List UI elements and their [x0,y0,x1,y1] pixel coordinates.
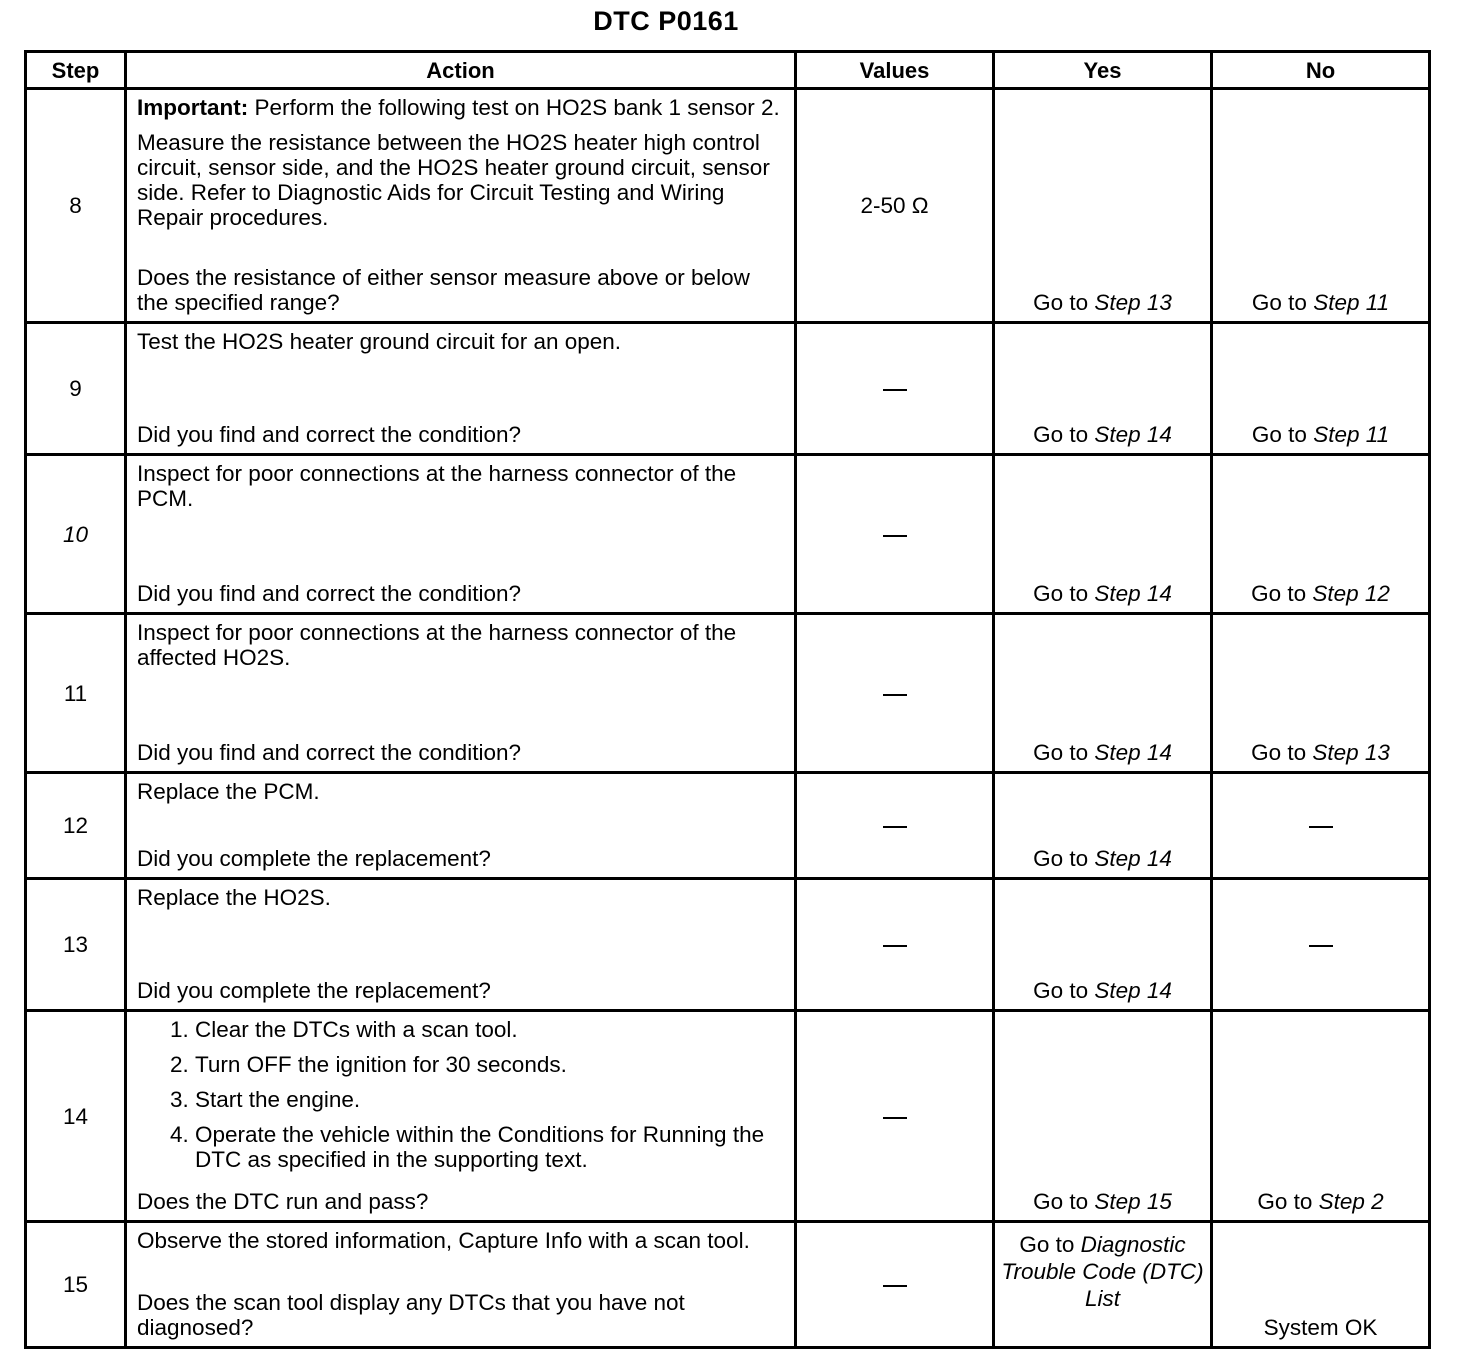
table-row [26,879,1430,1011]
step-number: 11 [26,614,126,773]
step-link[interactable]: Step 2 [1318,1189,1384,1214]
value-cell [796,879,994,1011]
action-cell [126,614,796,773]
important-text: Perform the following test on HO2S bank 1 sensor 2. [248,95,780,120]
important-label: Important: [137,95,249,120]
list-item: 4. Operate the vehicle within the Conditions for Running the DTC as specified in the supporting text. [195,1122,784,1172]
yes-cell [994,773,1212,879]
goto-prefix: Go to [1251,740,1307,765]
no-cell [1212,773,1430,879]
action-text: Inspect for poor connections at the harness connector of the affected HO2S. [137,620,737,670]
step-link[interactable]: Step 14 [1094,422,1172,447]
header-row [26,52,1430,89]
table-row [26,1011,1430,1222]
step-number: 12 [26,773,126,879]
step-number: 15 [26,1222,126,1348]
list-item: 3. Start the engine. [195,1087,784,1112]
yes-cell [994,1222,1212,1348]
action-cell [126,455,796,614]
goto-prefix: Go to [1019,1232,1075,1257]
question-text: Did you find and correct the condition? [137,581,521,606]
yes-cell [994,614,1212,773]
header-step: Step [26,52,126,89]
step-number: 13 [26,879,126,1011]
step-link[interactable]: Step 11 [1313,422,1390,447]
dash-mark [883,389,907,391]
step-link[interactable]: Step 14 [1094,846,1172,871]
step-link[interactable]: Step 14 [1094,740,1172,765]
action-text: Observe the stored information, Capture Info with a scan tool. [137,1228,750,1253]
table-row [26,614,1430,773]
question-text: Did you find and correct the condition? [137,422,521,447]
action-text: Test the HO2S heater ground circuit for an open. [137,329,622,354]
table-row [26,323,1430,455]
dash-mark [1309,826,1333,828]
yes-cell [994,1011,1212,1222]
value-cell [796,323,994,455]
header-no: No [1212,52,1430,89]
header-values: Values [796,52,994,89]
procedure-list [137,1017,784,1178]
step-number: 9 [26,323,126,455]
goto-prefix: Go to [1251,422,1307,447]
important-note [137,95,784,120]
action-cell [126,323,796,455]
action-text: Replace the PCM. [137,779,320,804]
step-number: 8 [26,89,126,323]
value-cell [796,773,994,879]
no-cell [1212,89,1430,323]
value-cell [796,1222,994,1348]
question-text: Did you find and correct the condition? [137,740,521,765]
goto-prefix: Go to [1033,581,1089,606]
list-item: 2. Turn OFF the ignition for 30 seconds. [195,1052,784,1077]
list-item: 1. Clear the DTCs with a scan tool. [195,1017,784,1042]
action-cell [126,1011,796,1222]
goto-prefix: Go to [1033,422,1089,447]
action-cell [126,879,796,1011]
table-row [26,1222,1430,1348]
question-text: Does the resistance of either sensor measure above or below the specified range? [137,265,750,315]
goto-prefix: Go to [1033,1189,1089,1214]
step-link[interactable]: Step 12 [1312,581,1390,606]
goto-prefix: Go to [1257,1189,1313,1214]
action-cell [126,1222,796,1348]
table-row [26,455,1430,614]
dash-mark [1309,945,1333,947]
question-text: Does the scan tool display any DTCs that you have not diagnosed? [137,1290,685,1340]
table-row [26,89,1430,323]
goto-prefix: Go to [1033,846,1089,871]
header-action: Action [126,52,796,89]
step-number: 14 [26,1011,126,1222]
question-text: Did you complete the replacement? [137,846,491,871]
dtc-list-link[interactable]: Diagnostic Trouble Code (DTC) List [1001,1232,1204,1311]
no-cell [1212,879,1430,1011]
header-yes: Yes [994,52,1212,89]
dash-mark [883,826,907,828]
action-cell [126,773,796,879]
step-link[interactable]: Step 15 [1094,1189,1172,1214]
step-link[interactable]: Step 14 [1094,581,1172,606]
step-link[interactable]: Step 13 [1094,290,1172,315]
goto-prefix: Go to [1251,290,1307,315]
no-cell [1212,323,1430,455]
action-cell [126,89,796,323]
no-cell [1212,614,1430,773]
no-cell [1212,1011,1430,1222]
action-text: Replace the HO2S. [137,885,331,910]
value-cell: 2-50 Ω [796,89,994,323]
step-link[interactable]: Step 11 [1313,290,1390,315]
dash-mark [883,535,907,537]
step-link[interactable]: Step 13 [1312,740,1390,765]
diagnostic-table [24,50,1431,1349]
goto-prefix: Go to [1033,290,1089,315]
table-row [26,773,1430,879]
dash-mark [883,1117,907,1119]
goto-prefix: Go to [1251,581,1307,606]
dash-mark [883,1285,907,1287]
yes-cell [994,323,1212,455]
page-title: DTC P0161 [593,6,739,36]
dash-mark [883,694,907,696]
step-link[interactable]: Step 14 [1094,978,1172,1003]
yes-cell [994,879,1212,1011]
question-text: Does the DTC run and pass? [137,1189,429,1214]
step-number: 10 [26,455,126,614]
dash-mark [883,945,907,947]
action-text: Inspect for poor connections at the harness connector of the PCM. [137,461,737,511]
value-cell [796,614,994,773]
no-cell [1212,455,1430,614]
value-cell [796,455,994,614]
yes-cell [994,89,1212,323]
goto-prefix: Go to [1033,740,1089,765]
value-cell [796,1011,994,1222]
action-text: Measure the resistance between the HO2S heater high control circuit, sensor side, and the HO2S heater ground circuit, sensor side. Refer to Diagnostic Aids for Circuit Testing and Wiring Repair procedures. [137,130,770,230]
goto-prefix: Go to [1033,978,1089,1003]
yes-cell [994,455,1212,614]
question-text: Did you complete the replacement? [137,978,491,1003]
no-cell: System OK [1212,1222,1430,1348]
